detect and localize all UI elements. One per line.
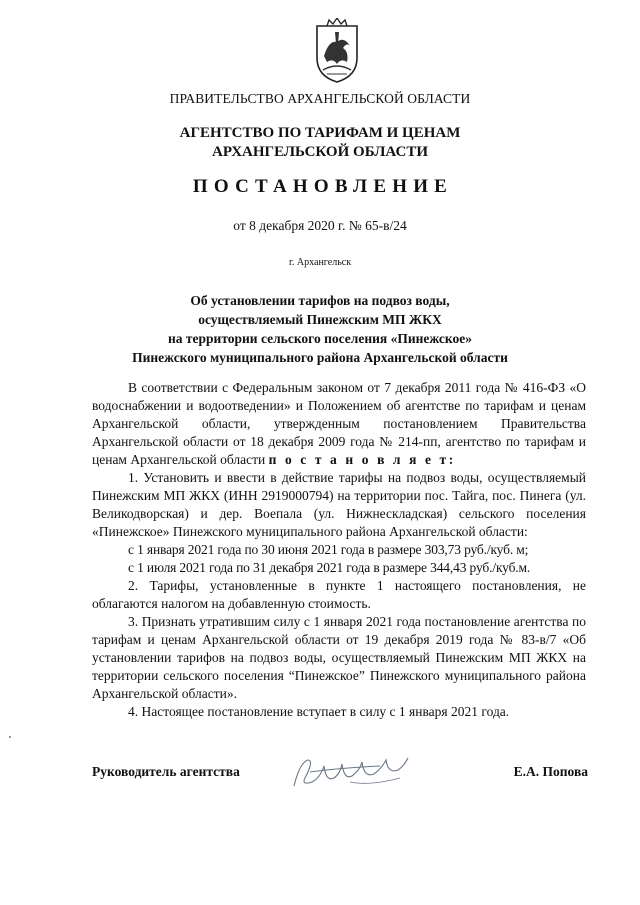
item-2-paragraph: 2. Тарифы, установленные в пункте 1 настоящего постановления, не облагаются налогом на добавленную стоимость. [92,578,586,611]
arkhangelsk-coat-of-arms-icon [313,18,361,84]
signatory-role: Руководитель агентства [92,764,240,779]
document-date-number: от 8 декабря 2020 г. № 65-в/24 [233,218,407,233]
tariff-period-2: с 1 июля 2021 года по 31 декабря 2021 года в размере 344,43 руб./куб.м. [128,560,531,575]
preamble-text: В соответствии с Федеральным законом от 7 декабря 2011 года № 416-ФЗ «О водоснабжении и водоотведении» и Положением об агентстве по тарифам и ценам Архангельской области, утвержденным постановлением Правительства Архангельской области от 18 декабря 2009 года № 214-пп, агентство по тарифам и ценам Архангельской области [92,380,586,467]
government-name: ПРАВИТЕЛЬСТВО АРХАНГЕЛЬСКОЙ ОБЛАСТИ [169,91,471,106]
agency-name-line2: АРХАНГЕЛЬСКОЙ ОБЛАСТИ [212,144,428,160]
document-city: г. Архангельск [288,257,352,268]
agency-name [0,124,640,162]
document-type: ПОСТАНОВЛЕНИЕ [192,176,454,197]
decree-word: п о с т а н о в л я е т: [268,452,456,467]
signatory-name: Е.А. Попова [513,764,588,779]
title-line4: Пинежского муниципального района Архангельской области [132,350,508,365]
handwritten-signature-icon [290,752,412,792]
signature-block [92,764,588,788]
preamble-paragraph [92,379,586,469]
document-body [92,379,586,721]
item-1-paragraph: 1. Установить и ввести в действие тарифы на подвоз воды, осуществляемый Пинежским МП ЖКХ (ИНН 2919000794) на территории пос. Тайга, пос. Пинега (ул. Великодворская) и дер. Воепала (ул. Нижнескладская) сельского поселения «Пинежское» Пинежского муниципального района Архангельской области: [92,470,586,539]
margin-mark [9,736,11,738]
tariff-period-1: с 1 января 2021 года по 30 июня 2021 года в размере 303,73 руб./куб. м; [128,542,529,557]
item-4-paragraph: 4. Настоящее постановление вступает в силу с 1 января 2021 года. [128,704,510,719]
title-line1: Об установлении тарифов на подвоз воды, [190,293,450,308]
title-line2: осуществляемый Пинежским МП ЖКХ [198,312,442,327]
agency-name-line1: АГЕНТСТВО ПО ТАРИФАМ И ЦЕНАМ [179,125,461,141]
item-3-paragraph: 3. Признать утратившим силу с 1 января 2021 года постановление агентства по тарифам и ценам Архангельской области от 19 декабря 2019 года № 83-в/7 «Об установлении тарифов на подвоз воды, осуществляемый Пинежским МП ЖКХ на территории сельского поселения “Пинежское” Пинежского муниципального района Архангельской области». [92,614,586,701]
document-title [0,291,640,367]
title-line3: на территории сельского поселения «Пинежское» [168,331,472,346]
